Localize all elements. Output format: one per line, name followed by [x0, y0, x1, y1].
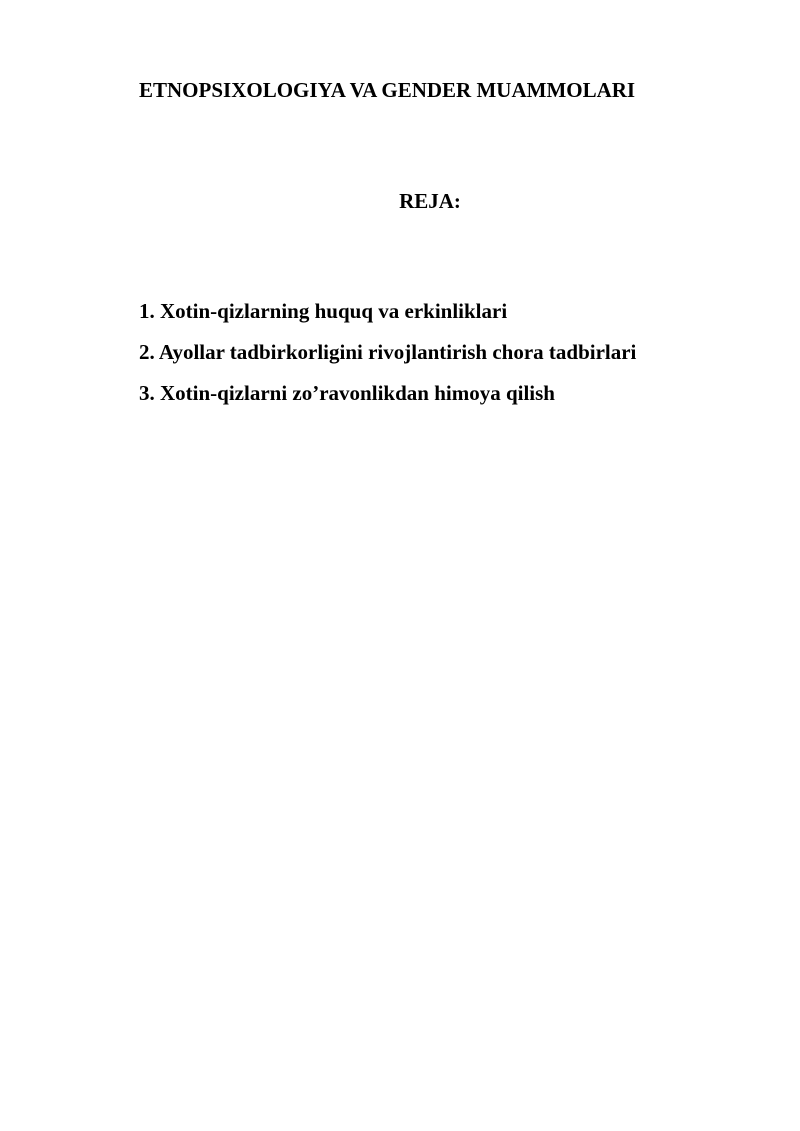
- plan-item-3: 3. Xotin-qizlarni zo’ravonlikdan himoya qilish: [139, 381, 555, 405]
- plan-item-2: 2. Ayollar tadbirkorligini rivojlantirish chora tadbirlari: [139, 340, 637, 364]
- document-title: ETNOPSIXOLOGIYA VA GENDER MUAMMOLARI: [139, 78, 636, 102]
- plan-heading: REJA:: [399, 189, 461, 213]
- plan-list: [139, 297, 636, 420]
- plan-item-1: 1. Xotin-qizlarning huquq va erkinliklari: [139, 299, 508, 323]
